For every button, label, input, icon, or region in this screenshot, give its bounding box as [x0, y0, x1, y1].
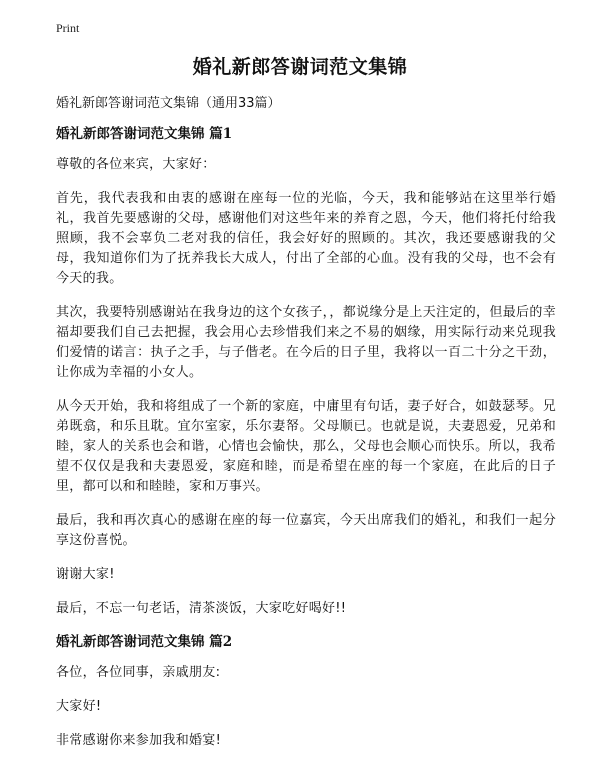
section-heading-2: 婚礼新郎答谢词范文集锦 篇2 [56, 634, 233, 650]
paragraph: 最后，我和再次真心的感谢在座的每一位嘉宾，今天出席我们的婚礼，和我们一起分享这份喜悦。 [56, 513, 556, 548]
document-body [56, 95, 556, 765]
paragraph: 最后，不忘一句老话，清茶淡饭，大家吃好喝好!! [56, 601, 347, 616]
paragraph: 谢谢大家! [56, 567, 115, 582]
section-heading-1: 婚礼新郎答谢词范文集锦 篇1 [56, 126, 233, 142]
paragraph: 从今天开始，我和将组成了一个新的家庭，中庸里有句话，妻子好合，如鼓瑟琴。兄弟既翕，和乐且耽。宜尔室家，乐尔妻帑。父母顺已。也就是说，夫妻恩爱，兄弟和睦，家人的关系也会和谐，心情也会愉快，那么，父母也会顺心而快乐。所以，我希望不仅仅是我和夫妻恩爱，家庭和睦，而是希望在座的每一个家庭，在此后的日子里，都可以和和睦睦，家和万事兴。 [56, 399, 556, 494]
print-link[interactable]: Print [56, 21, 80, 35]
document-subtitle: 婚礼新郎答谢词范文集锦（通用33篇） [56, 96, 281, 111]
paragraph: 尊敬的各位来宾，大家好： [56, 157, 216, 172]
paragraph: 非常感谢你来参加我和婚宴! [56, 733, 222, 748]
document-title: 婚礼新郎答谢词范文集锦 [192, 56, 408, 78]
paragraph: 大家好! [56, 699, 102, 714]
paragraph: 各位，各位同事，亲戚朋友: [56, 665, 221, 680]
paragraph: 其次，我要特别感谢站在我身边的这个女孩子，，都说缘分是上天注定的，但最后的幸福却要我们自己去把握，我会用心去珍惜我们来之不易的姻缘，用实际行动来兑现我们爱情的诺言：执子之手，与子偕老。在今后的日子里，我将以一百二十分之干劲，让你成为幸福的小女人。 [56, 305, 556, 380]
paragraph: 首先，我代表我和由衷的感谢在座每一位的光临，今天，我和能够站在这里举行婚礼，我首先要感谢的父母，感谢他们对这些年来的养育之恩，今天，他们将托付给我照顾，我不会辜负二老对我的信任，我会好好的照顾的。其次，我还要感谢我的父母，我知道你们为了抚养我长大成人，付出了全部的心血。没有我的父母，也不会有今天的我。 [56, 191, 556, 286]
